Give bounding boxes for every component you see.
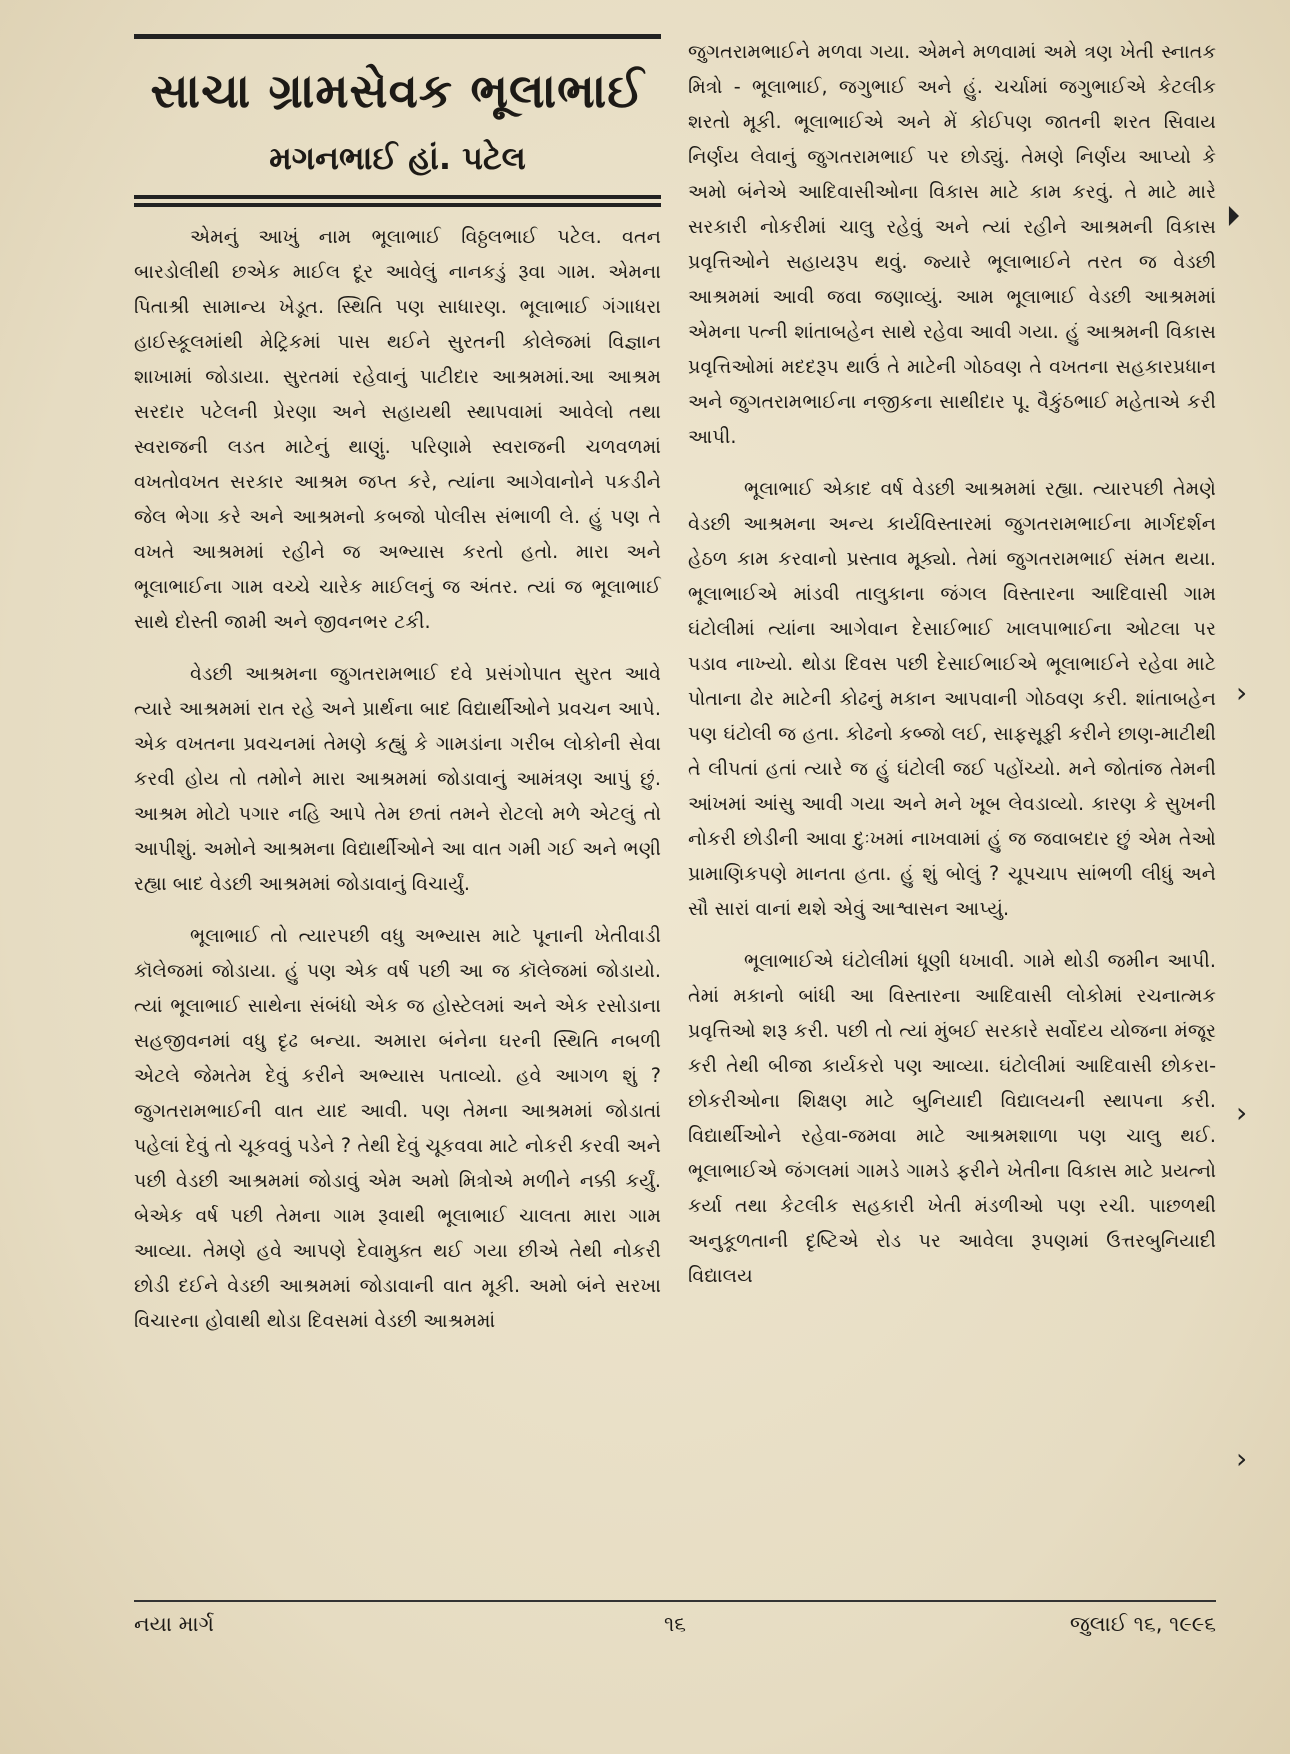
paragraph-2: વેડછી આશ્રમના જુગતરામભાઈ દવે પ્રસંગોપાત સુરત આવે ત્યારે આશ્રમમાં રાત રહે અને પ્રાર્થના બાદ વિદ્યાર્થીઓને પ્રવચન આપે. એક વખતના પ્રવચનમાં તેમણે કહ્યું કે ગામડાંના ગરીબ લોકોની સેવા કરવી હોય તો તમોને મારા આશ્રમમાં જોડાવાનું આમંત્રણ આપું છું. આશ્રમ મોટો પગાર નહિ આપે તેમ છતાં તમને રોટલો મળે એટલું તો આપીશું. અમોને આશ્રમના વિદ્યાર્થીઓને આ વાત ગમી ગઈ અને ભણી રહ્યા બાદ વેડછી આશ્રમમાં જોડાવાનું વિચાર્યું. [134, 662, 661, 895]
title-double-rule [134, 195, 661, 207]
right-column [688, 34, 1216, 1293]
paragraph-1: એમનું આખું નામ ભૂલાભાઈ વિઠ્ઠલભાઈ પટેલ. વતન બારડોલીથી છએક માઈલ દૂર આવેલું નાનકડું રૂવા ગામ. એમના પિતાશ્રી સામાન્ય ખેડૂત. સ્થિતિ પણ સાધારણ. ભૂલાભાઈ ગંગાધરા હાઈસ્કૂલમાંથી મેટ્રિકમાં પાસ થઈને સુરતની કોલેજમાં વિજ્ઞાન શાખામાં જોડાયા. સુરતમાં રહેવાનું પાટીદાર આશ્રમમાં.આ આશ્રમ સરદાર પટેલની પ્રેરણા અને સહાયથી સ્થાપવામાં આવેલો તથા સ્વરાજની લડત માટેનું થાણું. પરિણામે સ્વરાજની ચળવળમાં વખતોવખત સરકાર આશ્રમ જપ્ત કરે, ત્યાંના આગેવાનોને પકડીને જેલ ભેગા કરે અને આશ્રમનો કબજો પોલીસ સંભાળી લે. હું પણ તે વખતે આશ્રમમાં રહીને જ અભ્યાસ કરતો હતો. મારા અને ભૂલાભાઈના ગામ વચ્ચે ચારેક માઈલનું જ અંતર. ત્યાં જ ભૂલાભાઈ સાથે દોસ્તી જામી અને જીવનભર ટકી. [134, 225, 661, 633]
margin-tick-mark: ⏵ [1226, 200, 1241, 233]
publication-name: નયા માર્ગ [134, 1612, 214, 1636]
paragraph-3-continued: જુગતરામભાઈને મળવા ગયા. એમને મળવામાં અમે ત્રણ ખેતી સ્નાતક મિત્રો - ભૂલાભાઈ, જગુભાઈ અને હું. ચર્ચામાં જગુભાઈએ કેટલીક શરતો મૂકી. ભૂલાભાઈએ અને મેં કોઈપણ જાતની શરત સિવાય નિર્ણય લેવાનું જુગતરામભાઈ પર છોડ્યું. તેમણે નિર્ણય આપ્યો કે અમો બંનેએ આદિવાસીઓના વિકાસ માટે કામ કરવું. તે માટે મારે સરકારી નોકરીમાં ચાલુ રહેવું અને ત્યાં રહીને આશ્રમની વિકાસ પ્રવૃત્તિઓને સહાયરૂપ થવું. જ્યારે ભૂલાભાઈને તરત જ વેડછી આશ્રમમાં આવી જવા જણાવ્યું. આમ ભૂલાભાઈ વેડછી આશ્રમમાં એમના પત્ની શાંતાબહેન સાથે રહેવા આવી ગયા. હું આશ્રમની વિકાસ પ્રવૃત્તિઓમાં મદદરૂપ થાઉં તે માટેની ગોઠવણ તે વખતના સહકારપ્રધાન અને જુગતરામભાઈના નજીકના સાથીદાર પૂ. વૈકુંઠભાઈ મહેતાએ કરી આપી. [688, 40, 1216, 448]
footer-rule [134, 1600, 1216, 1602]
article-author: મગનભાઈ હાં. પટેલ [269, 139, 526, 177]
left-column [134, 34, 661, 1338]
article-title: સાચા ગ્રામસેવક ભૂલાભાઈ [150, 64, 645, 119]
paragraph-4: ભૂલાભાઈ એકાદ વર્ષ વેડછી આશ્રમમાં રહ્યા. ત્યારપછી તેમણે વેડછી આશ્રમના અન્ય કાર્યવિસ્તારમાં જુગતરામભાઈના માર્ગદર્શન હેઠળ કામ કરવાનો પ્રસ્તાવ મૂક્યો. તેમાં જુગતરામભાઈ સંમત થયા. ભૂલાભાઈએ માંડવી તાલુકાના જંગલ વિસ્તારના આદિવાસી ગામ ઘંટોલીમાં ત્યાંના આગેવાન દેસાઈભાઈ ખાલપાભાઈના ઓટલા પર પડાવ નાખ્યો. થોડા દિવસ પછી દેસાઈભાઈએ ભૂલાભાઈને રહેવા માટે પોતાના ઢોર માટેની કોઢનું મકાન આપવાની ગોઠવણ કરી. શાંતાબહેન પણ ઘંટોલી જ હતા. કોઢનો કબ્જો લઈ, સાફસૂફી કરીને છાણ-માટીથી તે લીપતાં હતાં ત્યારે જ હું ઘંટોલી જઈ પહોંચ્યો. મને જોતાંજ તેમની આંખમાં આંસુ આવી ગયા અને મને ખૂબ લેવડાવ્યો. કારણ કે સુખની નોકરી છોડીની આવા દુઃખમાં નાખવામાં હું જ જવાબદાર છું એમ તેઓ પ્રામાણિકપણે માનતા હતા. હું શું બોલું ? ચૂપચાપ સાંભળી લીધું અને સૌ સારાં વાનાં થશે એવું આશ્વાસન આપ્યું. [688, 477, 1216, 920]
paragraph-3: ભૂલાભાઈ તો ત્યારપછી વધુ અભ્યાસ માટે પૂનાની ખેતીવાડી કૉલેજમાં જોડાયા. હું પણ એક વર્ષ પછી આ જ કૉલેજમાં જોડાયો. ત્યાં ભૂલાભાઈ સાથેના સંબંધો એક જ હોસ્ટેલમાં અને એક રસોડાના સહજીવનમાં વધુ દૃઢ બન્યા. અમારા બંનેના ઘરની સ્થિતિ નબળી એટલે જેમતેમ દેવું કરીને અભ્યાસ પતાવ્યો. હવે આગળ શું ? જુગતરામભાઈની વાત યાદ આવી. પણ તેમના આશ્રમમાં જોડાતાં પહેલાં દેવું તો ચૂકવવું પડેને ? તેથી દેવું ચૂકવવા માટે નોકરી કરવી અને પછી વેડછી આશ્રમમાં જોડાવું એમ અમો મિત્રોએ મળીને નક્કી કર્યું. બેએક વર્ષ પછી તેમના ગામ રૂવાથી ભૂલાભાઈ ચાલતા મારા ગામ આવ્યા. તેમણે હવે આપણે દેવામુક્ત થઈ ગયા છીએ તેથી નોકરી છોડી દઈને વેડછી આશ્રમમાં જોડાવાની વાત મૂકી. અમો બંને સરખા વિચારના હોવાથી થોડા દિવસમાં વેડછી આશ્રમમાં [134, 924, 661, 1332]
margin-tick-mark: › [1236, 1442, 1248, 1475]
page-number: ૧૬ [663, 1612, 687, 1636]
paragraph-5: ભૂલાભાઈએ ઘંટોલીમાં ધૂણી ધખાવી. ગામે થોડી જમીન આપી. તેમાં મકાનો બાંધી આ વિસ્તારના આદિવાસી લોકોમાં રચનાત્મક પ્રવૃત્તિઓ શરૂ કરી. પછી તો ત્યાં મુંબઈ સરકારે સર્વોદય યોજના મંજૂર કરી તેથી બીજા કાર્યકરો પણ આવ્યા. ઘંટોલીમાં આદિવાસી છોકરા-છોકરીઓના શિક્ષણ માટે બુનિયાદી વિદ્યાલયની સ્થાપના કરી. વિદ્યાર્થીઓને રહેવા-જમવા માટે આશ્રમશાળા પણ ચાલુ થઈ. ભૂલાભાઈએ જંગલમાં ગામડે ગામડે ફરીને ખેતીના વિકાસ માટે પ્રયત્નો કર્યા તથા કેટલીક સહકારી ખેતી મંડળીઓ પણ રચી. પાછળથી અનુકૂળતાની દૃષ્ટિએ રોડ પર આવેલા રૂપણમાં ઉત્તરબુનિયાદી વિદ્યાલય [688, 949, 1216, 1287]
margin-tick-mark: › [1236, 1096, 1248, 1129]
title-top-rule [134, 34, 661, 39]
issue-date: જુલાઈ ૧૬, ૧૯૯૬ [1069, 1612, 1216, 1636]
margin-tick-mark: › [1236, 676, 1248, 709]
page-footer [134, 1612, 1216, 1642]
